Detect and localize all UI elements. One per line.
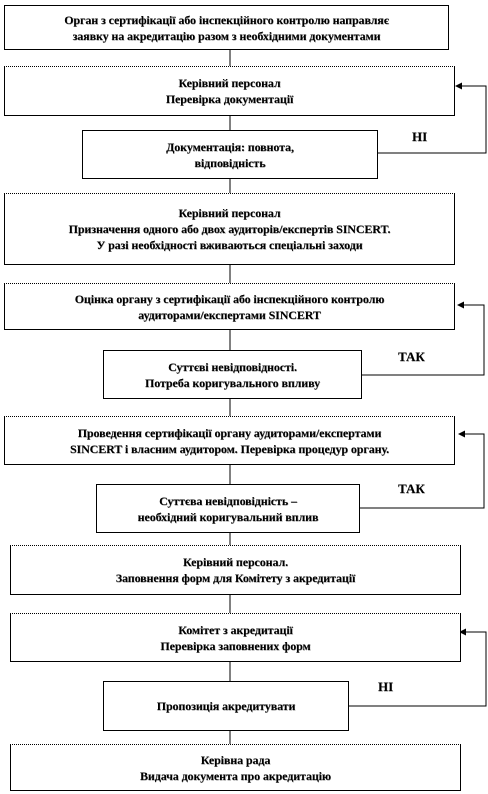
step-1-line-2: заявку на акредитацію разом з необхідними документами xyxy=(72,28,381,43)
feedback-label-yes-2: ТАК xyxy=(398,481,425,496)
step-2-line-1: Керівний персонал xyxy=(178,76,281,90)
step-11-line-1: Пропозиція акредитувати xyxy=(156,699,296,713)
step-12-line-2: Видача документа про акредитацію xyxy=(140,768,331,783)
step-10-line-1: Комітет з акредитації xyxy=(178,622,293,637)
decision-significant-nonconformity xyxy=(96,484,360,533)
step-4-line-3: У разі необхідності вживаються спеціальні заходи xyxy=(96,238,363,252)
step-5-line-1: Оцінка органу з сертифікації або інспекційного контролю xyxy=(74,291,385,306)
step-2-line-2: Перевірка документації xyxy=(165,92,294,106)
feedback-label-yes-1: ТАК xyxy=(398,349,425,364)
step-4-line-2: Призначення одного або двох аудиторів/експертів SINCERT. xyxy=(68,222,391,236)
step-5-line-2: аудиторами/експертами SINCERT xyxy=(138,307,321,322)
feedback-label-no-2: НІ xyxy=(378,679,394,694)
step-committee-review xyxy=(10,613,461,662)
step-committee-forms xyxy=(10,545,461,595)
decision-significant-nonconformities xyxy=(103,350,362,399)
decision-accreditation-proposal xyxy=(103,681,349,731)
step-auditor-assignment xyxy=(4,193,455,265)
feedback-label-no-1: НІ xyxy=(412,129,428,144)
step-6-line-2: Потреба коригувального впливу xyxy=(145,375,320,390)
step-3-line-1: Документація: повнота, xyxy=(166,139,294,154)
step-7-line-1: Проведення сертифікації органу аудиторами/експертами xyxy=(77,425,382,440)
step-1-line-1: Орган з сертифікації або інспекційного контролю направляє xyxy=(64,12,389,27)
step-certification-audit xyxy=(4,416,455,465)
step-6-line-1: Суттєві невідповідності. xyxy=(168,359,297,374)
step-4-line-1: Керівний персонал xyxy=(178,206,281,220)
step-9-line-1: Керівний персонал. xyxy=(183,555,288,569)
step-documentation-review xyxy=(4,66,455,116)
step-8-line-1: Суттєва невідповідність – xyxy=(159,493,297,508)
step-body-assessment xyxy=(4,283,455,330)
step-7-line-2: SINCERT і власним аудитором. Перевірка процедур органу. xyxy=(69,441,390,456)
step-application-submission xyxy=(4,5,449,50)
step-9-line-2: Заповнення форм для Комітету з акредитації xyxy=(115,571,356,585)
decision-documentation-completeness xyxy=(82,130,378,179)
step-accreditation-issuance xyxy=(10,744,461,791)
step-10-line-2: Перевірка заповнених форм xyxy=(160,638,311,653)
step-8-line-2: необхідний коригувальний вплив xyxy=(137,509,319,524)
step-12-line-1: Керівна рада xyxy=(200,752,271,767)
step-3-line-2: відповідність xyxy=(194,155,266,170)
